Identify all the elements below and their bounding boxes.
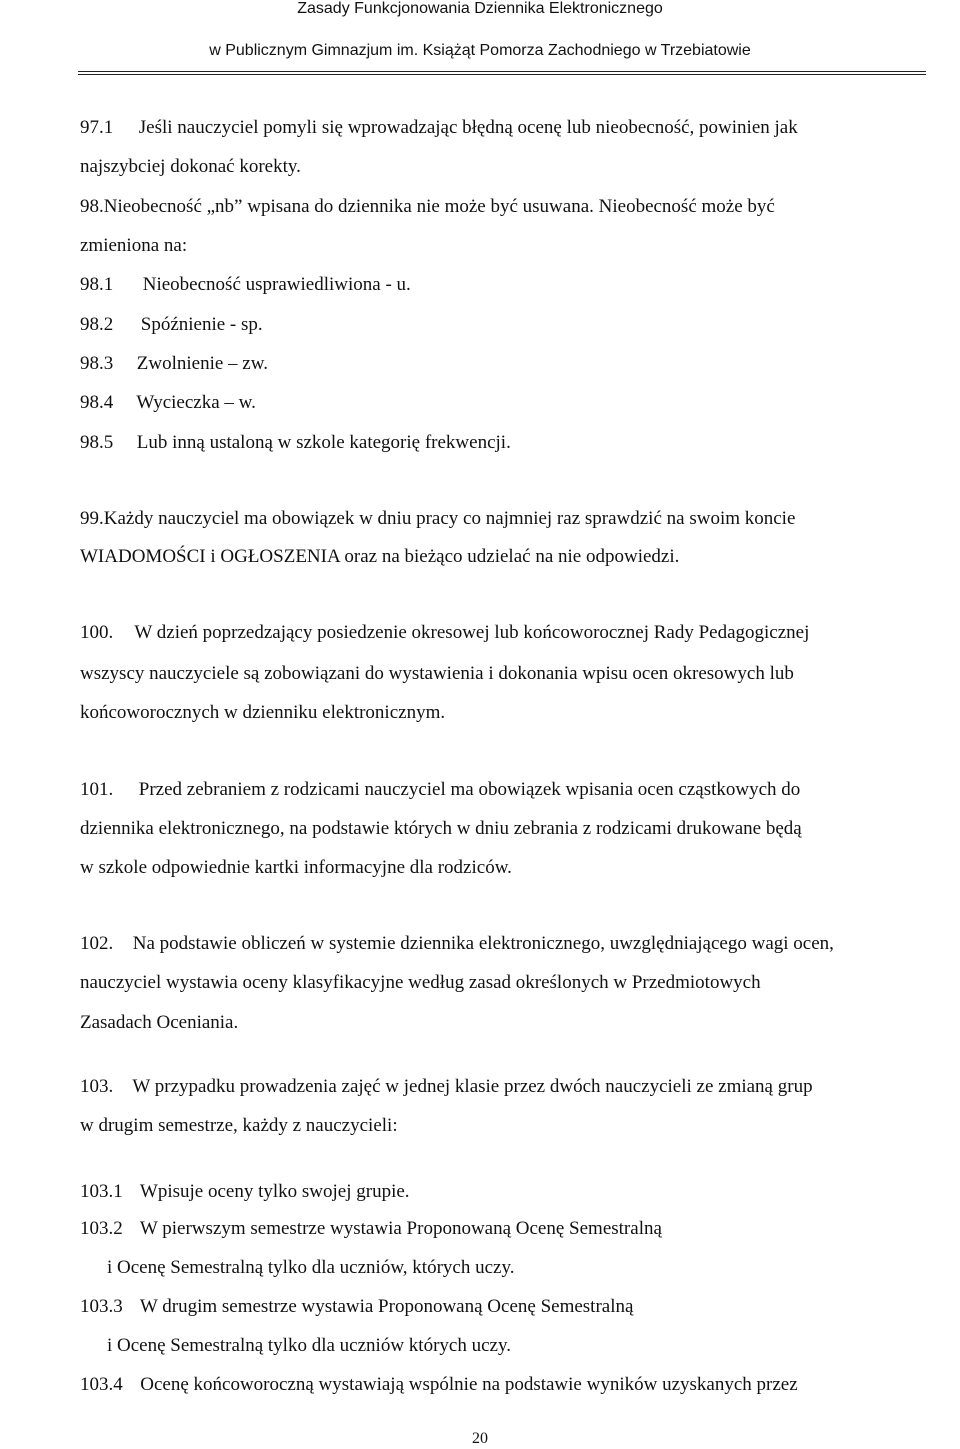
item-number: 98.5 (80, 432, 114, 453)
item-text: Wpisuje oceny tylko swojej grupie. (139, 1181, 410, 1202)
item-103-2 (80, 1217, 662, 1241)
item-102 (80, 932, 834, 956)
header-title: Zasady Funkcjonowania Dziennika Elektronicznego (297, 0, 663, 17)
header-subtitle: w Publicznym Gimnazjum im. Książąt Pomorza Zachodniego w Trzebiatowie (209, 42, 751, 59)
item-98-1 (80, 273, 411, 297)
item-number: 98.1 (80, 274, 114, 295)
item-number: 98.3 (80, 353, 114, 374)
item-97-1-continued: najszybciej dokonać korekty. (80, 156, 301, 177)
item-99: 99.Każdy nauczyciel ma obowiązek w dniu pracy co najmniej raz sprawdzić na swoim koncie (80, 508, 796, 529)
item-98: 98.Nieobecność „nb” wpisana do dziennika nie może być usuwana. Nieobecność może być (80, 196, 775, 217)
item-97-1 (80, 116, 798, 140)
item-number: 103. (80, 1076, 114, 1097)
item-103-4 (80, 1373, 798, 1397)
item-text: W pierwszym semestrze wystawia Proponowaną Ocenę Semestralną (139, 1218, 662, 1239)
item-98-continued: zmieniona na: (80, 235, 188, 256)
item-number: 103.1 (80, 1181, 123, 1202)
item-number: 98.2 (80, 314, 114, 335)
item-103-2-continued: i Ocenę Semestralną tylko dla uczniów, których uczy. (107, 1257, 515, 1278)
item-number: 100. (80, 622, 114, 643)
item-text: Wycieczka – w. (136, 392, 256, 413)
item-number: 101. (80, 779, 114, 800)
item-102-continued-2: Zasadach Oceniania. (80, 1012, 239, 1033)
item-text: Ocenę końcoworoczną wystawiają wspólnie na podstawie wyników uzyskanych przez (140, 1374, 798, 1395)
item-text: Spóźnienie - sp. (140, 314, 263, 335)
item-text: Przed zebraniem z rodzicami nauczyciel ma obowiązek wpisania ocen cząstkowych do (138, 779, 801, 800)
item-number: 103.3 (80, 1296, 123, 1317)
page-number: 20 (472, 1430, 488, 1447)
item-98-5 (80, 431, 511, 455)
item-number: 103.2 (80, 1218, 123, 1239)
item-98-2 (80, 313, 263, 337)
item-text: Zwolnienie – zw. (136, 353, 268, 374)
item-103-3-continued: i Ocenę Semestralną tylko dla uczniów których uczy. (107, 1335, 511, 1356)
item-101 (80, 778, 800, 802)
item-text: W drugim semestrze wystawia Proponowaną Ocenę Semestralną (139, 1296, 634, 1317)
item-103-continued: w drugim semestrze, każdy z nauczycieli: (80, 1115, 398, 1136)
item-100-continued-2: końcoworocznych w dzienniku elektronicznym. (80, 702, 446, 723)
item-text: Lub inną ustaloną w szkole kategorię frekwencji. (136, 432, 511, 453)
item-number: 98.4 (80, 392, 114, 413)
header-divider-second (78, 74, 926, 75)
item-text: W przypadku prowadzenia zajęć w jednej klasie przez dwóch nauczycieli ze zmianą grup (132, 1076, 813, 1097)
item-98-4 (80, 391, 256, 415)
item-101-continued-2: w szkole odpowiednie kartki informacyjne dla rodziców. (80, 857, 512, 878)
item-103-3 (80, 1295, 633, 1319)
header-divider (78, 71, 926, 72)
item-text: Jeśli nauczyciel pomyli się wprowadzając błędną ocenę lub nieobecność, powinien jak (138, 117, 798, 138)
item-103-1 (80, 1180, 410, 1204)
item-text: W dzień poprzedzający posiedzenie okresowej lub końcoworocznej Rady Pedagogicznej (134, 622, 810, 643)
item-102-continued: nauczyciel wystawia oceny klasyfikacyjne według zasad określonych w Przedmiotowych (80, 972, 761, 993)
item-number: 97.1 (80, 117, 114, 138)
item-100 (80, 621, 809, 645)
item-text: Na podstawie obliczeń w systemie dziennika elektronicznego, uwzględniającego wagi ocen, (132, 933, 834, 954)
item-100-continued: wszyscy nauczyciele są zobowiązani do wystawienia i dokonania wpisu ocen okresowych lub (80, 663, 794, 684)
item-98-3 (80, 352, 268, 376)
item-99-continued: WIADOMOŚCI i OGŁOSZENIA oraz na bieżąco udzielać na nie odpowiedzi. (80, 546, 680, 567)
item-101-continued: dziennika elektronicznego, na podstawie których w dniu zebrania z rodzicami drukowane będą (80, 818, 802, 839)
item-number: 102. (80, 933, 114, 954)
item-103 (80, 1075, 813, 1099)
item-text: Nieobecność usprawiedliwiona - u. (142, 274, 411, 295)
item-number: 103.4 (80, 1374, 123, 1395)
